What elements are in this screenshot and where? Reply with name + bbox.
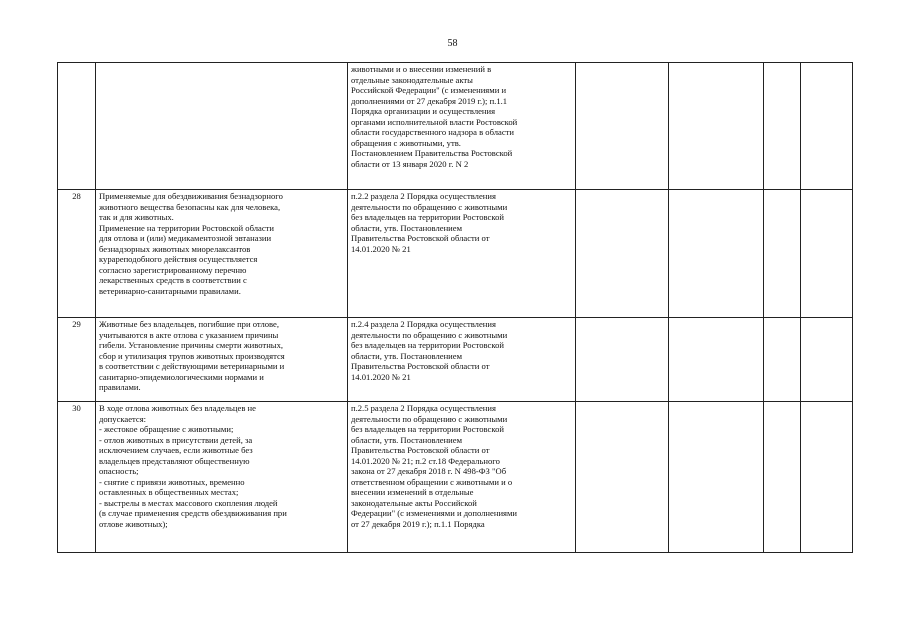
source-line: органами исполнительной власти Ростовской — [351, 116, 518, 127]
empty-cell — [764, 318, 801, 402]
requirement-line: учитываются в акте отлова с указанием причины — [99, 329, 279, 340]
empty-cell — [764, 402, 801, 553]
source-line: животными и о внесении изменений в — [351, 64, 492, 74]
source-line: Постановлением Правительства Ростовской — [351, 148, 513, 159]
empty-cell — [801, 63, 853, 190]
requirement-line: В ходе отлова животных без владельцев не — [99, 403, 256, 413]
requirement-line: для отлова и (или) медикаментозной эвтаназии — [99, 233, 272, 244]
source-line: дополнениями от 27 декабря 2019 г.); п.1.1 — [351, 95, 508, 106]
requirement-line: курареподобного действия осуществляется — [99, 254, 258, 265]
source-line: Правительства Ростовской области от — [351, 233, 490, 244]
requirement-line: допускается: — [99, 413, 147, 424]
requirement-line: (в случае применения средств обездвиживания при — [99, 508, 287, 519]
empty-cell — [801, 402, 853, 553]
requirement-cell — [96, 190, 348, 318]
empty-cell — [669, 402, 764, 553]
requirement-line: отлове животных); — [99, 519, 168, 530]
source-cell — [348, 190, 576, 318]
requirement-line: оставленных в общественных местах; — [99, 487, 239, 498]
source-line: Российской Федерации" (с изменениями и — [351, 85, 507, 96]
source-line: без владельцев на территории Ростовской — [351, 340, 504, 351]
source-line: деятельности по обращению с животными — [351, 329, 508, 340]
requirement-line: ветеринарно-санитарными правилами. — [99, 285, 241, 296]
table-row — [58, 318, 853, 402]
source-line: области от 13 января 2020 г. N 2 — [351, 158, 469, 169]
empty-cell — [669, 190, 764, 318]
requirement-cell — [96, 63, 348, 190]
requirement-line: исключением случаев, если животные без — [99, 445, 253, 456]
row-number-cell: 29 — [58, 318, 96, 402]
requirement-line: лекарственных средств в соответствии с — [99, 275, 247, 286]
requirement-line: владельцев представляют общественную — [99, 455, 250, 466]
empty-cell — [801, 318, 853, 402]
source-line: Правительства Ростовской области от — [351, 445, 490, 456]
empty-cell — [576, 63, 669, 190]
table-row — [58, 190, 853, 318]
source-line: области, утв. Постановлением — [351, 434, 463, 445]
requirement-line: правилами. — [99, 382, 141, 393]
requirement-line: опасность; — [99, 466, 139, 477]
source-line: п.2.5 раздела 2 Порядка осуществления — [351, 403, 496, 413]
requirement-line: в соответствии с действующими ветеринарными и — [99, 361, 285, 372]
source-line: Правительства Ростовской области от — [351, 361, 490, 372]
source-cell — [348, 63, 576, 190]
empty-cell — [801, 190, 853, 318]
requirement-cell — [96, 318, 348, 402]
requirement-line: - снятие с привязи животных, временно — [99, 476, 245, 487]
requirement-line: Животные без владельцев, погибшие при отлове, — [99, 319, 279, 329]
source-cell — [348, 318, 576, 402]
requirement-line: - жестокое обращение с животными; — [99, 424, 234, 435]
source-line: 14.01.2020 № 21 — [351, 371, 411, 382]
empty-cell — [669, 318, 764, 402]
source-line: от 27 декабря 2019 г.); п.1.1 Порядка — [351, 519, 485, 530]
source-line: без владельцев на территории Ростовской — [351, 212, 504, 223]
source-line: деятельности по обращению с животными — [351, 201, 508, 212]
source-line: п.2.2 раздела 2 Порядка осуществления — [351, 191, 496, 201]
empty-cell — [669, 63, 764, 190]
empty-cell — [576, 402, 669, 553]
row-number-cell — [58, 63, 96, 190]
table-row — [58, 63, 853, 190]
requirements-table — [57, 62, 853, 553]
source-line: без владельцев на территории Ростовской — [351, 424, 504, 435]
source-line: Порядка организации и осуществления — [351, 106, 496, 117]
source-line: деятельности по обращению с животными — [351, 413, 508, 424]
requirement-line: животного вещества безопасны как для человека, — [99, 201, 281, 212]
source-line: ответственном обращении с животными и о — [351, 476, 513, 487]
requirement-line: санитарно-эпидемиологическими нормами и — [99, 371, 264, 382]
requirement-line: согласно зарегистрированному перечню — [99, 264, 247, 275]
requirement-line: - выстрелы в местах массового скопления людей — [99, 497, 278, 508]
source-line: внесении изменений в отдельные — [351, 487, 474, 498]
source-line: отдельные законодательные акты — [351, 74, 473, 85]
source-line: закона от 27 декабря 2018 г. N 498-ФЗ "Об — [351, 466, 507, 477]
source-line: области, утв. Постановлением — [351, 350, 463, 361]
requirement-line: гибели. Установление причины смерти животных, — [99, 340, 284, 351]
empty-cell — [764, 63, 801, 190]
table-row — [58, 402, 853, 553]
source-line: законодательные акты Российской — [351, 497, 477, 508]
source-line: 14.01.2020 № 21 — [351, 243, 411, 254]
page-number: 58 — [447, 38, 458, 49]
source-line: 14.01.2020 № 21; п.2 ст.18 Федерального — [351, 455, 500, 466]
empty-cell — [576, 318, 669, 402]
empty-cell — [576, 190, 669, 318]
requirement-line: - отлов животных в присутствии детей, за — [99, 434, 253, 445]
row-number-cell: 28 — [58, 190, 96, 318]
requirement-line: безнадзорных животных миорелаксантов — [99, 243, 251, 254]
source-cell — [348, 402, 576, 553]
source-line: области государственного надзора в области — [351, 127, 515, 138]
source-line: Федерации" (с изменениями и дополнениями — [351, 508, 518, 519]
requirement-line: Применение на территории Ростовской области — [99, 222, 274, 233]
source-line: области, утв. Постановлением — [351, 222, 463, 233]
requirement-line: Применяемые для обездвиживания безнадзорного — [99, 191, 283, 201]
source-line: обращения с животными, утв. — [351, 137, 461, 148]
requirement-cell — [96, 402, 348, 553]
source-line: п.2.4 раздела 2 Порядка осуществления — [351, 319, 496, 329]
requirement-line: сбор и утилизация трупов животных производятся — [99, 350, 285, 361]
requirement-line: так и для животных. — [99, 212, 174, 223]
row-number-cell: 30 — [58, 402, 96, 553]
empty-cell — [764, 190, 801, 318]
